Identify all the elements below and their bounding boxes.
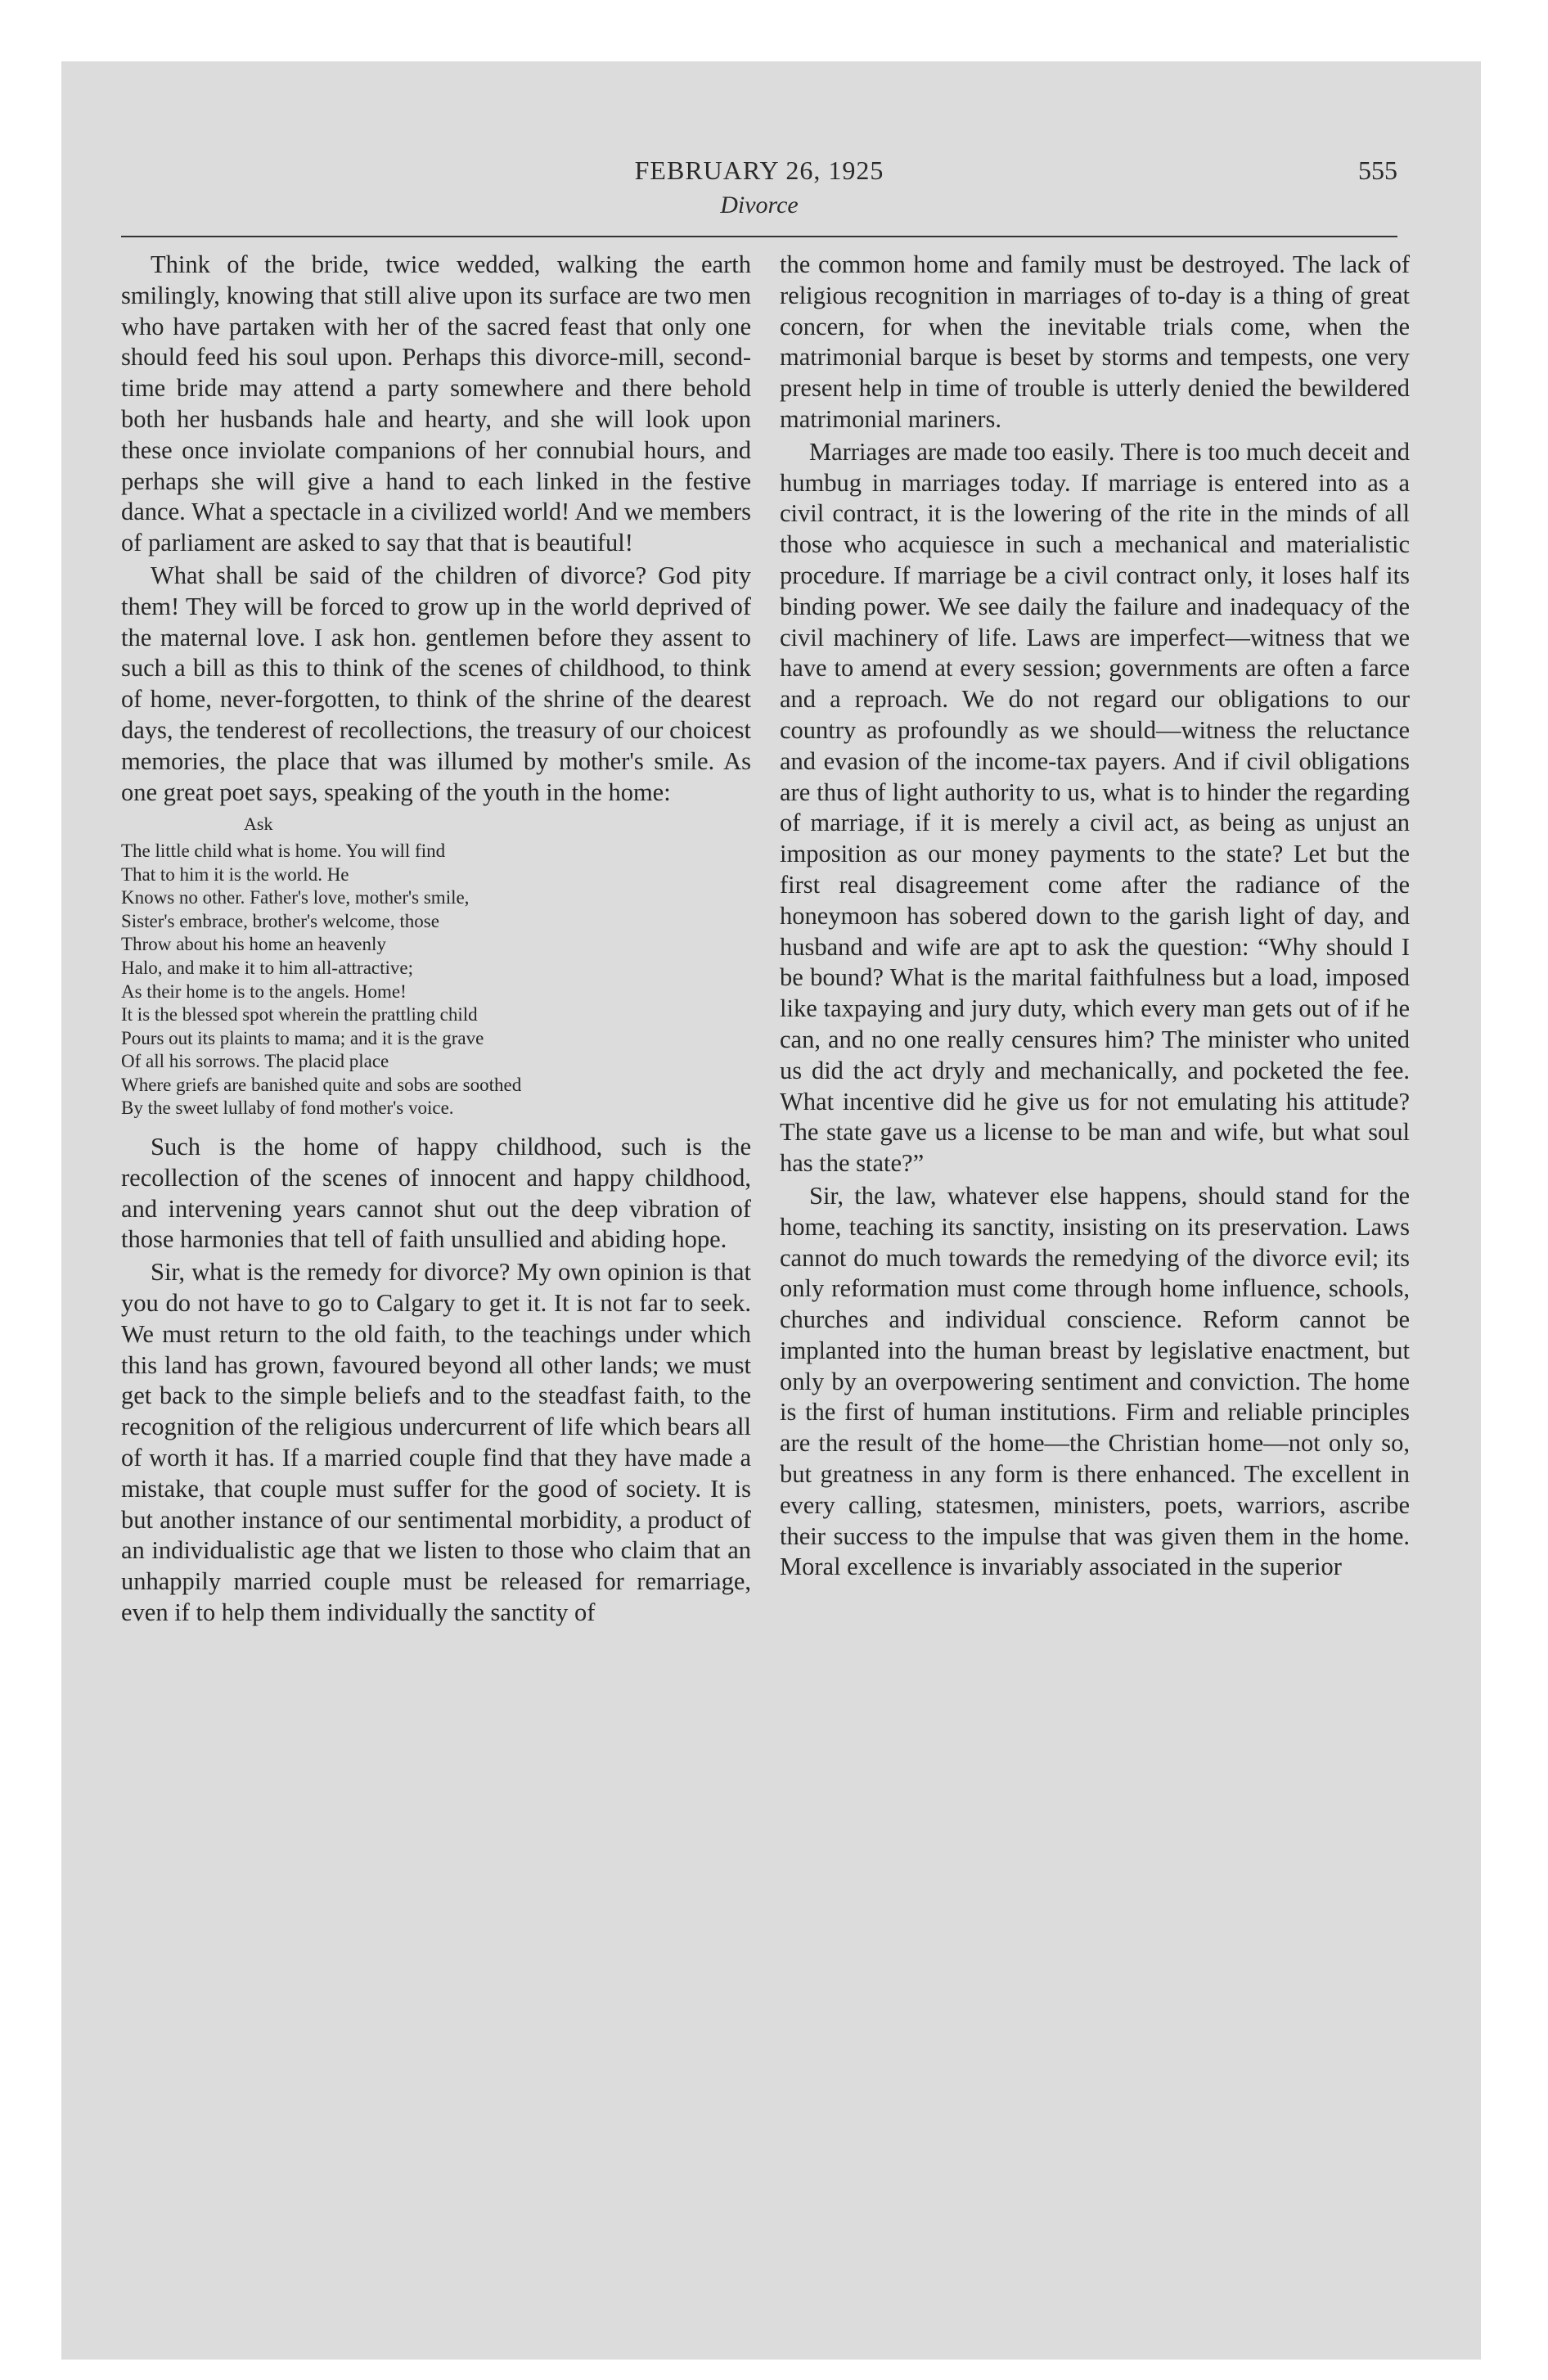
header-rule [121,236,1397,237]
paragraph: Such is the home of happy childhood, such is the recollection of the scenes of innocent and happy childhood, and intervening years cannot shut out the deep vibration of those harmonies that tell of faith unsullied and abiding hope. [121,1133,751,1254]
poem-line: Halo, and make it to him all-attractive; [121,957,414,978]
right-column [780,250,1410,2165]
paragraph: What shall be said of the children of divorce? God pity them! They will be forced to grow up in the world deprived of the maternal love. I ask hon. gentlemen before they assent to such a bill as this to think of the scenes of childhood, to think of home, never-forgotten, to think of the shrine of the dearest days, the tenderest of recollections, the treasury of our choicest memories, the place that was illumed by mother's smile. As one great poet says, speaking of the youth in the home: [121,561,751,806]
poem-line: By the sweet lullaby of fond mother's voice. [121,1098,454,1119]
page-number: 555 [1358,156,1397,185]
poem-line: Where griefs are banished quite and sobs are soothed [121,1074,522,1095]
left-column [121,250,751,2165]
poem-line: Pours out its plaints to mama; and it is the grave [121,1027,484,1048]
poem-line: Throw about his home an heavenly [121,934,386,955]
poem-line: Of all his sorrows. The placid place [121,1051,389,1072]
poem-line: Knows no other. Father's love, mother's smile, [121,887,470,908]
paragraph: Think of the bride, twice wedded, walking the earth smilingly, knowing that still alive upon its surface are two men who have partaken with her of the sacred feast that only one should feed his soul upon. Perhaps this divorce-mill, second-time bride may attend a party somewhere and there behold both her husbands hale and hearty, and she will look upon these once inviolate companions of her connubial hours, and perhaps she will give a hand to each linked in the festive dance. What a spectacle in a civilized world! And we members of parliament are asked to say that that is beautiful! [121,250,751,557]
issue-date: FEBRUARY 26, 1925 [634,156,884,185]
paragraph: the common home and family must be destroyed. The lack of religious recognition in marriages of to-day is a thing of great concern, for when the inevitable trials come, when the matrimonial barque is beset by storms and tempests, one very present help in time of trouble is utterly denied the bewildered matrimonial mariners. [780,250,1410,433]
poem-line: That to him it is the world. He [121,863,349,885]
paragraph: Sir, the law, whatever else happens, should stand for the home, teaching its sanctity, insisting on its preservation. Laws cannot do much towards the remedying of the divorce evil; its only reformation must come through home influence, schools, churches and individual conscience. Reform cannot be implanted into the human breast by legislative enactment, but only by an overpowering sentiment and conviction. The home is the first of human institutions. Firm and reliable principles are the result of the home—the Christian home—not only so, but greatness in any form is there enhanced. The excellent in every calling, statesmen, ministers, poets, warriors, ascribe their success to the impulse that was given them in the home. Moral excellence is invariably associated in the superior [780,1181,1410,1581]
poem-line: The little child what is home. You will find [121,840,446,861]
paragraph: Marriages are made too easily. There is too much deceit and humbug in marriages today. If marriage is entered into as a civil contract, it is the lowering of the rite in the minds of all those who acquiesce in such a mechanical and materialistic procedure. If marriage be a civil contract only, it loses half its binding power. We see daily the failure and inadequacy of the civil machinery of life. Laws are imperfect—witness that we have to amend at every session; governments are often a farce and a reproach. We do not regard our obligations to our country as profoundly as we should—witness the reluctance and evasion of the income-tax payers. And if civil obligations are thus of light authority to us, what is to hinder the regarding of marriage, if it is merely a civil act, as being as unjust an imposition as our money payments to the state? Let but the first real disagreement come after the radiance of the honeymoon has sobered down to the garish light of day, and husband and wife are apt to ask the question: “Why should I be bound? What is the marital faithfulness but a load, imposed like taxpaying and jury duty, which every man gets out of if he can, and no one really censures him? The minister who united us did the act dryly and mechanically, and pocketed the fee. What incentive did he give us for not emulating his attitude? The state gave us a license to be man and wife, but what soul has the state?” [780,437,1410,1178]
page-header [121,156,1397,219]
poem-line: Sister's embrace, brother's welcome, those [121,910,439,931]
poem-title: Ask [244,814,273,835]
poem-block [121,813,751,1120]
section-title: Divorce [720,192,799,219]
poem-line: As their home is to the angels. Home! [121,980,407,1002]
poem-line: It is the blessed spot wherein the prattling child [121,1004,478,1025]
paragraph: Sir, what is the remedy for divorce? My own opinion is that you do not have to go to Calgary to get it. It is not far to seek. We must return to the old faith, to the teachings under which this land has grown, favoured beyond all other lands; we must get back to the simple beliefs and to the steadfast faith, to the recognition of the religious undercurrent of life which bears all of worth it has. If a married couple find that they have made a mistake, that couple must suffer for the good of society. It is but another instance of our sentimental morbidity, a product of an individualistic age that we listen to those who claim that an unhappily married couple must be released for remarriage, even if to help them individually the sanctity of [121,1258,751,1627]
